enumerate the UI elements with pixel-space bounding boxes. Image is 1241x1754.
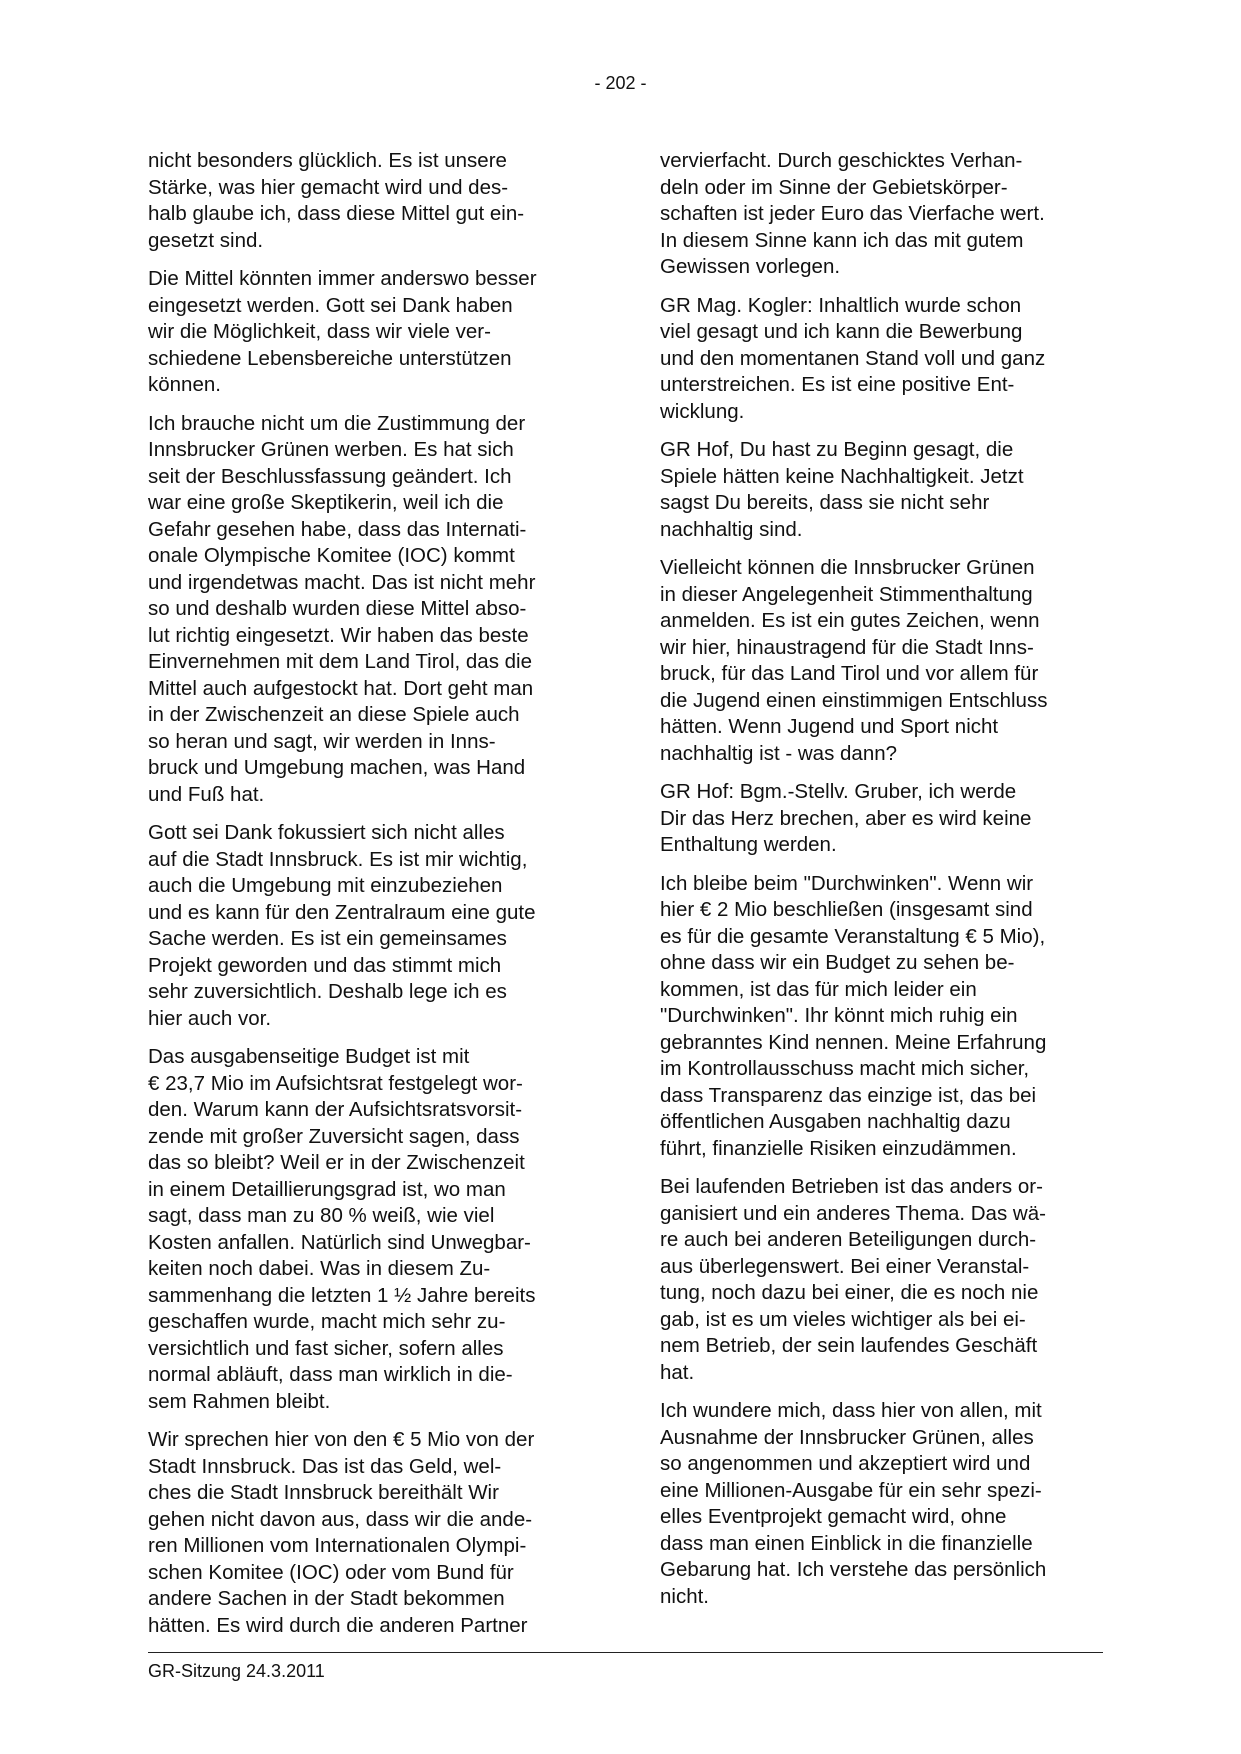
paragraph: GR Hof: Bgm.-Stellv. Gruber, ich werde Dir das Herz brechen, aber es wird keine Enthaltung werden.: [660, 780, 1032, 856]
paragraph: Das ausgabenseitige Budget ist mit € 23,7 Mio im Aufsichtsrat festgelegt wor- den. Warum kann der Aufsichtsratsvorsit- zende mit großer Zuversicht sagen, dass das so bleibt? Weil er in der Zwischenzeit in einem Detaillierungsgrad ist, wo man sagt, dass man zu 80 % weiß, wie viel Kosten anfallen. Natürlich sind Unwegbar- keiten noch dabei. Was in diesem Zu- sammenhang die letzten 1 ½ Jahre bereits geschaffen wurde, macht mich sehr zu- versichtlich und fast sicher, sofern alles normal abläuft, dass man wirklich in die- sem Rahmen bleibt.: [148, 1045, 536, 1413]
footer-divider: [148, 1652, 1103, 1653]
paragraph: Wir sprechen hier von den € 5 Mio von der Stadt Innsbruck. Das ist das Geld, wel- ches die Stadt Innsbruck bereithält Wir gehen nicht davon aus, dass wir die ande- ren Millionen vom Internationalen Olympi- schen Komitee (IOC) oder vom Bund für andere Sachen in der Stadt bekommen hätten. Es wird durch die anderen Partner: [148, 1428, 535, 1637]
paragraph: Gott sei Dank fokussiert sich nicht alles auf die Stadt Innsbruck. Es ist mir wichtig, auch die Umgebung mit einzubeziehen und es kann für den Zentralraum eine gute Sache werden. Es ist ein gemeinsames Projekt geworden und das stimmt mich sehr zuversichtlich. Deshalb lege ich es hier auch vor.: [148, 821, 536, 1030]
paragraph: vervierfacht. Durch geschicktes Verhan- deln oder im Sinne der Gebietskörper- schaften ist jeder Euro das Vierfache wert. In diesem Sinne kann ich das mit gutem Gewissen vorlegen.: [660, 149, 1045, 278]
left-column: [148, 148, 588, 1651]
paragraph: Bei laufenden Betrieben ist das anders or- ganisiert und ein anderes Thema. Das wä- re auch bei anderen Beteiligungen durch- aus überlegenswert. Bei einer Veranstal- tung, noch dazu bei einer, die es noch nie gab, ist es um vieles wichtiger als bei ei- nem Betrieb, der sein laufendes Geschäft hat.: [660, 1175, 1046, 1384]
paragraph: nicht besonders glücklich. Es ist unsere Stärke, was hier gemacht wird und des- halb glaube ich, dass diese Mittel gut ein- gesetzt sind.: [148, 149, 525, 252]
footer-session-label: GR-Sitzung 24.3.2011: [148, 1661, 325, 1681]
paragraph: Vielleicht können die Innsbrucker Grünen in dieser Angelegenheit Stimmenthaltung anmelden. Es ist ein gutes Zeichen, wenn wir hier, hinaustragend für die Stadt Inns- bruck, für das Land Tirol und vor allem für die Jugend einen einstimmigen Entschluss hätten. Wenn Jugend und Sport nicht nachhaltig ist - was dann?: [660, 556, 1048, 765]
paragraph: Ich bleibe beim "Durchwinken". Wenn wir hier € 2 Mio beschließen (insgesamt sind es für die gesamte Veranstaltung € 5 Mio), ohne dass wir ein Budget zu sehen be- kommen, ist das für mich leider ein "Durchwinken". Ihr könnt mich ruhig ein gebranntes Kind nennen. Meine Erfahrung im Kontrollausschuss macht mich sicher, dass Transparenz das einzige ist, das bei öffentlichen Ausgaben nachhaltig dazu führt, finanzielle Risiken einzudämmen.: [660, 871, 1047, 1160]
paragraph: Die Mittel könnten immer anderswo besser eingesetzt werden. Gott sei Dank haben wir die Möglichkeit, dass wir viele ver- schiedene Lebensbereiche unterstützen können.: [148, 267, 537, 396]
page-number: - 202 -: [594, 73, 647, 93]
right-column: [660, 148, 1100, 1622]
paragraph: Ich wundere mich, dass hier von allen, mit Ausnahme der Innsbrucker Grünen, alles so angenommen und akzeptiert wird und eine Millionen-Ausgabe für ein sehr spezi- elles Eventprojekt gemacht wird, ohne dass man einen Einblick in die finanzielle Gebarung hat. Ich verstehe das persönlich nicht.: [660, 1399, 1047, 1608]
paragraph: GR Mag. Kogler: Inhaltlich wurde schon viel gesagt und ich kann die Bewerbung und den momentanen Stand voll und ganz unterstreichen. Es ist eine positive Ent- wicklung.: [660, 293, 1046, 423]
paragraph: Ich brauche nicht um die Zustimmung der Innsbrucker Grünen werben. Es hat sich seit der Beschlussfassung geändert. Ich war eine große Skeptikerin, weil ich die Gefahr gesehen habe, dass das Internati- onale Olympische Komitee (IOC) kommt und irgendetwas macht. Das ist nicht mehr so und deshalb wurden diese Mittel abso- lut richtig eingesetzt. Wir haben das beste Einvernehmen mit dem Land Tirol, das die Mittel auch aufgestockt hat. Dort geht man in der Zwischenzeit an diese Spiele auch so heran und sagt, wir werden in Inns- bruck und Umgebung machen, was Hand und Fuß hat.: [148, 411, 536, 806]
paragraph: GR Hof, Du hast zu Beginn gesagt, die Spiele hätten keine Nachhaltigkeit. Jetzt sagst Du bereits, dass sie nicht sehr nachhaltig sind.: [660, 438, 1024, 541]
